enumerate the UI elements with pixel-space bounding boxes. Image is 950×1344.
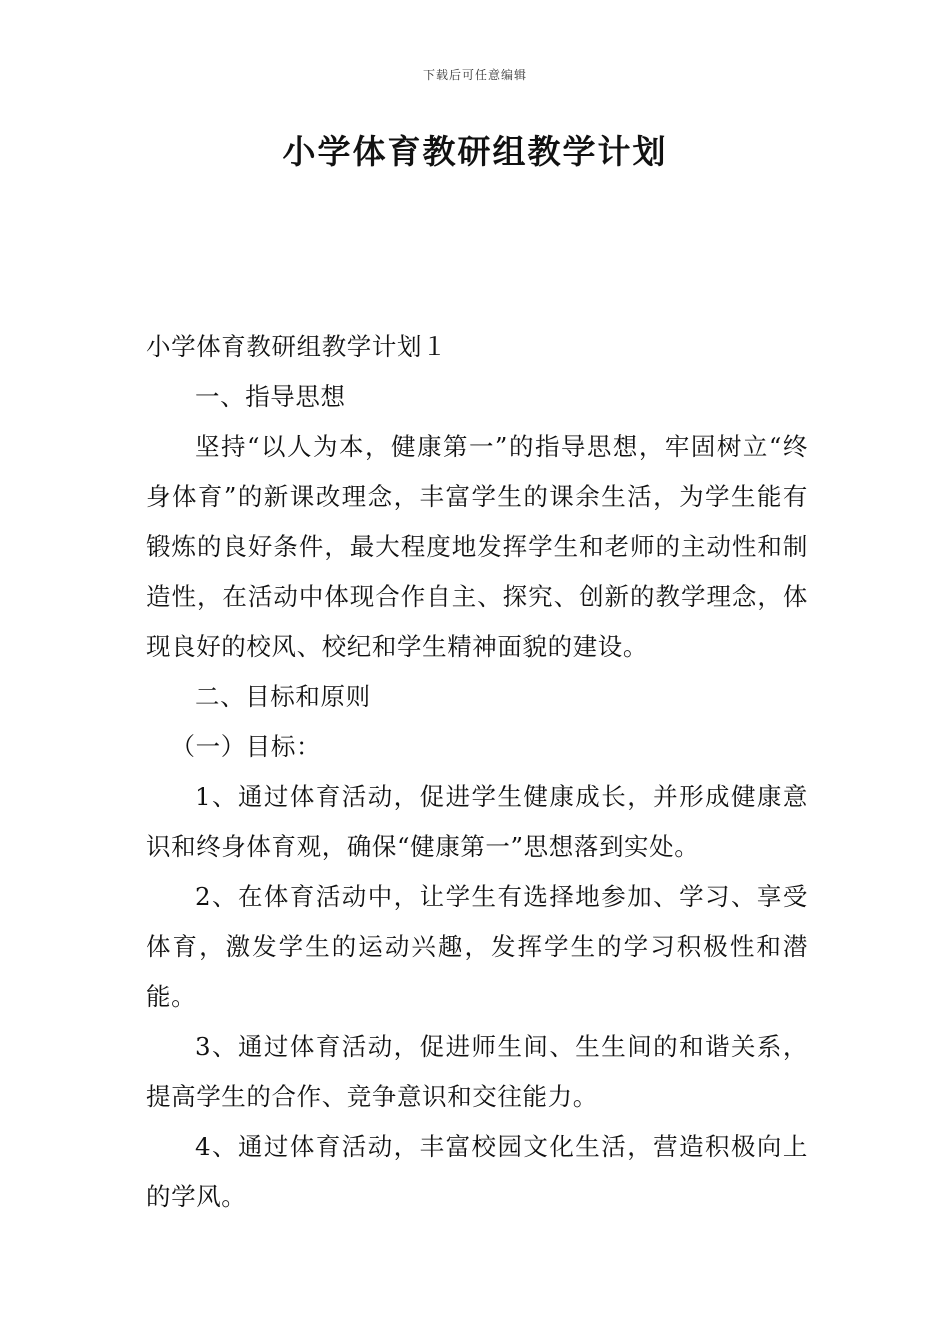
paragraph-guiding-thought: 坚持“以人为本，健康第一”的指导思想，牢固树立“终身体育”的新课改理念，丰富学生的课余生活，为学生能有锻炼的良好条件，最大程度地发挥学生和老师的主动性和制造性，在活动中体现合作自主、探究、创新的教学理念，体现良好的校风、校纪和学生精神面貌的建设。 bbox=[146, 432, 808, 661]
document-title: 小学体育教研组教学计划 bbox=[282, 132, 668, 171]
list-item: 2、在体育活动中，让学生有选择地参加、学习、享受体育，激发学生的运动兴趣，发挥学生的学习积极性和潜能。 bbox=[146, 882, 808, 1011]
list-item: 1、通过体育活动，促进学生健康成长，并形成健康意识和终身体育观，确保“健康第一”思想落到实处。 bbox=[146, 782, 808, 861]
section-heading-guiding-thought: 一、指导思想 bbox=[195, 382, 346, 411]
list-item: 3、通过体育活动，促进师生间、生生间的和谐关系，提高学生的合作、竞争意识和交往能力。 bbox=[146, 1032, 808, 1111]
header-note: 下载后可任意编辑 bbox=[422, 68, 527, 82]
subsection-heading-goals: （一）目标： bbox=[170, 732, 322, 761]
document-body bbox=[146, 322, 808, 1222]
list-item: 4、通过体育活动，丰富校园文化生活，营造积极向上的学风。 bbox=[146, 1132, 808, 1211]
section-heading-goals-principles: 二、目标和原则 bbox=[195, 682, 371, 711]
document-subtitle: 小学体育教研组教学计划１ bbox=[146, 332, 448, 361]
